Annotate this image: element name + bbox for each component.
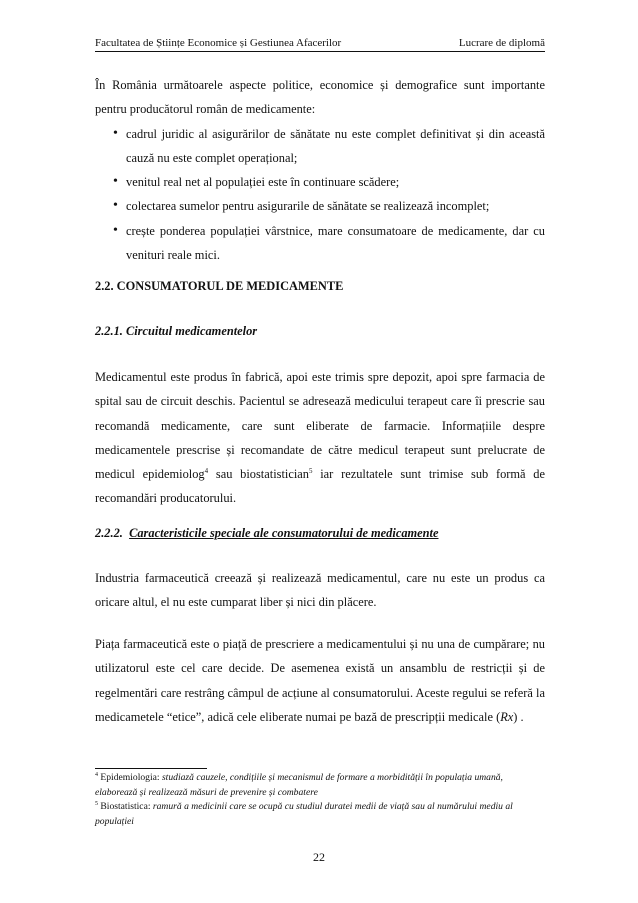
footnote-separator (95, 768, 207, 769)
market-text-1: Piața farmaceutică este o piață de prescriere a medicamentului și nu una de cumpărare; nu utilizatorul este cel care decide. De asemenea există un ansamblu de restricții și de regelmentări care restrâng câmpul de acțiune al consumatorului. Aceste regului se referă la medicametele “etice”, adică cele eliberate numai pe bază de prescripții medicale ( (95, 637, 545, 724)
industry-paragraph-block (95, 566, 545, 615)
intro-block (95, 73, 545, 267)
section-heading: 2.2. CONSUMATORUL DE MEDICAMENTE (95, 279, 344, 293)
header-faculty: Facultatea de Științe Economice și Gestiunea Afacerilor (95, 37, 342, 49)
footnote-definition: ramură a medicinii care se ocupă cu studiul duratei medii de viață sau al numărului mediu al populației (95, 801, 513, 827)
circuit-text-1: Medicamentul este produs în fabrică, apoi este trimis spre depozit, apoi spre farmacia de spital sau de circuit deschis. Pacientul se adresează medicului terapeut care îi prescrie sau recomandă medicamente, care sunt eliberate de farmacie. Informațiile despre medicamentele prescrise și recomandate de către medicul terapeut sunt prelucrate de medicul epidemiolog (95, 370, 545, 482)
subsection-heading-2-2-2-block (95, 526, 545, 541)
circuit-paragraph-block (95, 365, 545, 511)
footnote-item (95, 771, 545, 800)
subsection-number: 2.2.2. (95, 526, 123, 540)
circuit-paragraph (95, 365, 545, 511)
rx-label: Rx (500, 709, 514, 724)
footnote-number: 5 (95, 801, 98, 808)
footnote-item (95, 800, 545, 829)
footnote-ref: 5 (308, 467, 313, 476)
header-thesis: Lucrare de diplomă (458, 37, 545, 49)
market-paragraph-block (95, 632, 545, 729)
bullet-item: • colectarea sumelor pentru asigurarile de sănătate se realizează incomplet; (95, 194, 545, 218)
subsection-heading (95, 526, 545, 541)
bullet-item: • cadrul juridic al asigurărilor de sănătate nu este complet definitivat și din această cauză nu este complet operațional; (95, 122, 545, 171)
running-header (95, 36, 545, 52)
page-number: 22 (313, 850, 325, 864)
section-heading-2-2-block (95, 279, 545, 294)
subsection-title: Caracteristicile speciale ale consumatorului de medicamente (129, 526, 439, 540)
bullet-list (95, 122, 545, 268)
bullet-item: • venitul real net al populației este în continuare scădere; (95, 170, 545, 194)
footnote-term: Biostatistica: (98, 801, 153, 813)
footnote-term: Epidemiologia: (98, 772, 162, 783)
subsection-heading: 2.2.1. Circuitul medicamentelor (95, 324, 258, 338)
bullet-item: • crește ponderea populației vârstnice, mare consumatoare de medicamente, dar cu venituri reale mici. (95, 219, 545, 268)
market-paragraph (95, 632, 545, 729)
footnote-ref: 4 (204, 467, 209, 476)
circuit-text-2: sau biostatistician (208, 467, 309, 482)
market-text-2: ) . (513, 709, 524, 724)
subsection-heading-2-2-1-block (95, 324, 545, 339)
circuit-text-3: iar rezultatele sunt trimise sub formă de recomandări producatorului. (95, 467, 546, 506)
intro-paragraph: În România următoarele aspecte politice, economice și demografice sunt importante pentru producătorul român de medicamente: (95, 78, 545, 117)
industry-paragraph: Industria farmaceutică creează și realizează medicamentul, care nu este un produs ca oricare altul, el nu este cumparat liber și nici din plăcere. (95, 571, 545, 610)
footnote-number: 4 (95, 772, 98, 778)
footnotes (95, 771, 545, 829)
footnote-definition: studiază cauzele, condițiile și mecanismul de formare a morbidității în populația umană, elaborează și realizează măsuri de prevenire și combatere (95, 772, 503, 798)
